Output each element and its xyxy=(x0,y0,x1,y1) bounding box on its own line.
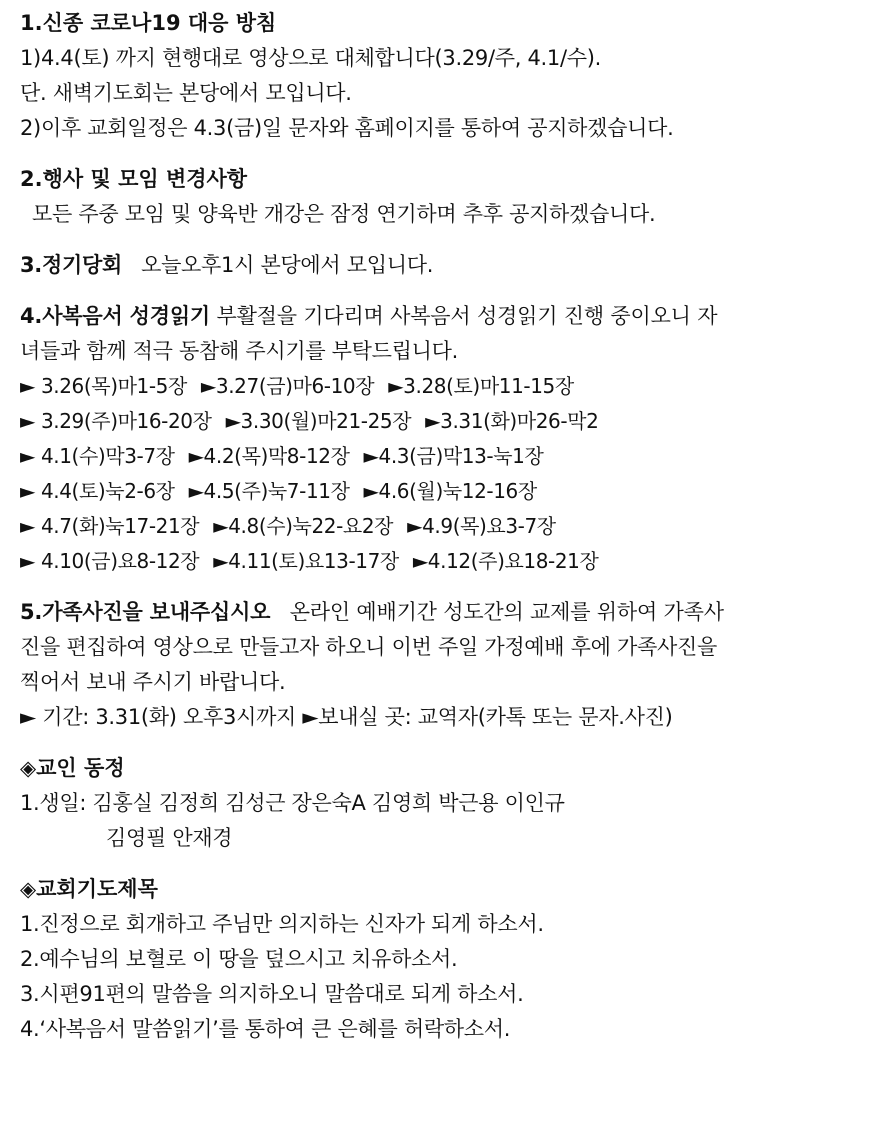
section-2-heading: 2.행사 및 모임 변경사항 xyxy=(20,167,248,191)
reading-schedule-item: ► 4.7(화)눅17-21장 xyxy=(20,514,200,538)
reading-schedule-item: ►3.31(화)마26-막2 xyxy=(425,409,599,433)
reading-schedule-row xyxy=(20,509,872,544)
reading-schedule-item: ► 3.29(주)마16-20장 xyxy=(20,409,212,433)
section-5-line-2: 진을 편집하여 영상으로 만들고자 하오니 이번 주일 가정예배 후에 가족사진을 xyxy=(20,635,717,659)
prayer-item: 2.예수님의 보혈로 이 땅을 덮으시고 치유하소서. xyxy=(20,947,458,971)
birthday-line-1: 1.생일: 김홍실 김정희 김성근 장은숙A 김영희 박근용 이인규 xyxy=(20,791,565,815)
reading-schedule-item: ► 4.10(금)요8-12장 xyxy=(20,549,200,573)
reading-schedule-item: ► 3.26(목)마1-5장 xyxy=(20,374,187,398)
reading-schedule-item: ►4.6(월)눅12-16장 xyxy=(363,479,537,503)
reading-schedule-item: ►4.11(토)요13-17장 xyxy=(213,549,399,573)
section-5-line-1 xyxy=(20,595,872,630)
section-7-heading: ◈교회기도제목 xyxy=(20,877,158,901)
reading-schedule-item: ►3.28(토)마11-15장 xyxy=(388,374,574,398)
reading-schedule-item: ►4.3(금)막13-눅1장 xyxy=(363,444,544,468)
reading-schedule-row xyxy=(20,439,872,474)
section-1-line-1: 1)4.4(토) 까지 현행대로 영상으로 대체합니다(3.29/주, 4.1/수). xyxy=(20,46,602,70)
birthday-line-2: 김영필 안재경 xyxy=(106,826,233,850)
reading-schedule-item: ►3.27(금)마6-10장 xyxy=(200,374,375,398)
reading-schedule-item: ►4.8(수)눅22-요2장 xyxy=(213,514,394,538)
reading-schedule-row xyxy=(20,474,872,509)
section-3-heading: 3.정기당회 xyxy=(20,253,122,277)
reading-schedule-item: ►3.30(월)마21-25장 xyxy=(225,409,412,433)
reading-schedule-item: ►4.12(주)요18-21장 xyxy=(412,549,599,573)
reading-schedule-item: ►4.2(목)막8-12장 xyxy=(188,444,350,468)
section-4-text-1: 부활절을 기다리며 사복음서 성경읽기 진행 중이오니 자 xyxy=(216,304,718,328)
reading-schedule-item: ►4.9(목)요3-7장 xyxy=(407,514,556,538)
reading-schedule-item: ► 4.1(수)막3-7장 xyxy=(20,444,175,468)
prayer-item: 3.시편91편의 말씀을 의지하오니 말씀대로 되게 하소서. xyxy=(20,982,524,1006)
reading-schedule-row xyxy=(20,369,872,404)
section-5-line-3: 찍어서 보내 주시기 바랍니다. xyxy=(20,670,286,694)
section-5-text-1: 온라인 예배기간 성도간의 교제를 위하여 가족사 xyxy=(289,600,724,624)
reading-schedule-item: ►4.5(주)눅7-11장 xyxy=(188,479,350,503)
section-4-line-1 xyxy=(20,299,872,334)
prayer-item: 4.‘사복음서 말씀읽기’를 통하여 큰 은혜를 허락하소서. xyxy=(20,1017,511,1041)
section-3-text: 오늘오후1시 본당에서 모입니다. xyxy=(141,253,434,277)
section-5-line-4: ► 기간: 3.31(화) 오후3시까지 ►보내실 곳: 교역자(카톡 또는 문자.사진) xyxy=(20,705,673,729)
reading-schedule-row xyxy=(20,544,872,579)
section-3-line xyxy=(20,248,872,283)
reading-schedule-item: ► 4.4(토)눅2-6장 xyxy=(20,479,175,503)
section-1-heading: 1.신종 코로나19 대응 방침 xyxy=(20,11,277,35)
section-1-line-3: 2)이후 교회일정은 4.3(금)일 문자와 홈페이지를 통하여 공지하겠습니다. xyxy=(20,116,674,140)
section-1-line-2: 단. 새벽기도회는 본당에서 모입니다. xyxy=(20,81,352,105)
reading-schedule-row xyxy=(20,404,872,439)
section-6-heading: ◈교인 동정 xyxy=(20,756,125,780)
section-4-heading: 4.사복음서 성경읽기 xyxy=(20,304,210,328)
section-4-line-2: 녀들과 함께 적극 동참해 주시기를 부탁드립니다. xyxy=(20,339,458,363)
section-2-line-1: 모든 주중 모임 및 양육반 개강은 잠정 연기하며 추후 공지하겠습니다. xyxy=(32,202,656,226)
section-5-heading: 5.가족사진을 보내주십시오 xyxy=(20,600,271,624)
prayer-item: 1.진정으로 회개하고 주님만 의지하는 신자가 되게 하소서. xyxy=(20,912,544,936)
